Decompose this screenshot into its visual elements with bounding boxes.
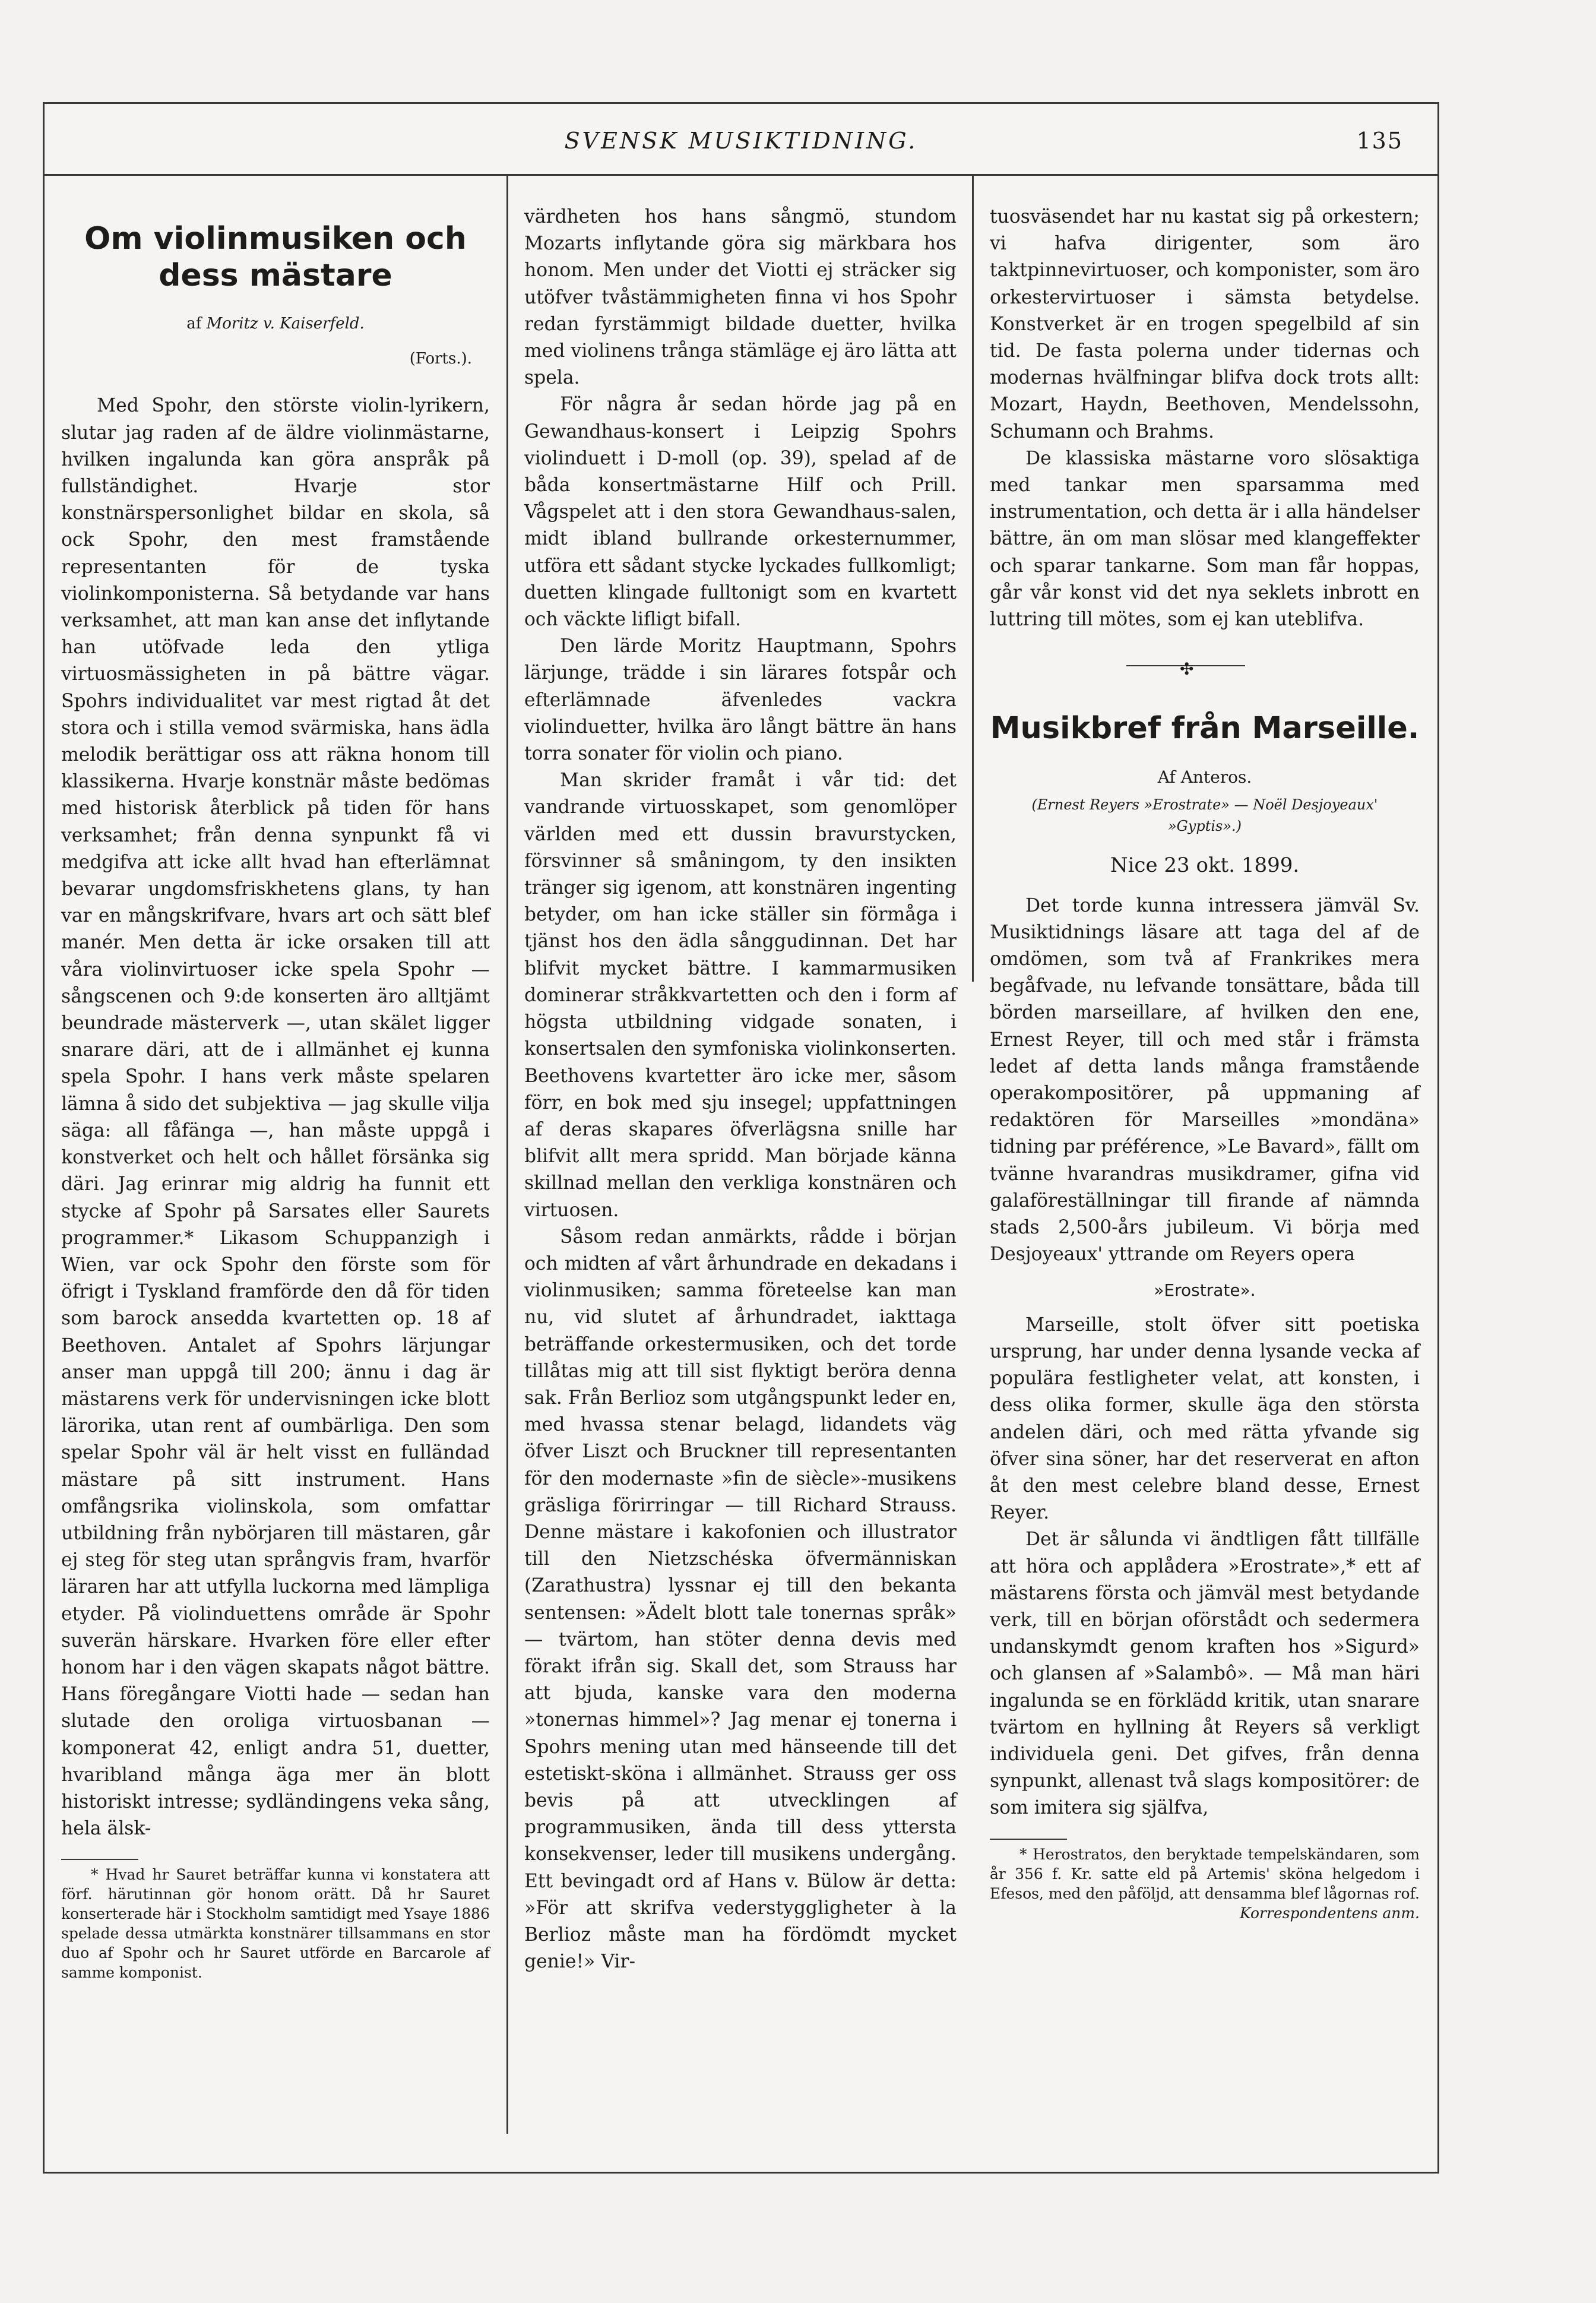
- paragraph: Det är sålunda vi ändtligen fått tillfälle att höra och applådera »Erostrate»,* ett af mästarens första och jämväl mest betydande verk, till en början oförstådt och sedermera undanskymdt genom kraften hos »Sigurd» och glansen af »Salambô». — Må man häri ingalunda se en förklädd kritik, utan snarare tvärtom en hyllning åt Reyers så verkligt individuela geni. Det gifves, från denna synpunkt, allenast två slags kompositörer: de som imitera sig själfva,: [990, 1529, 1420, 1819]
- journal-page: [43, 102, 1439, 2174]
- column-1: [61, 204, 490, 1982]
- section-divider: [990, 651, 1420, 687]
- footnote-rule: [61, 1859, 138, 1860]
- article-title: Musikbref från Marseille.: [990, 711, 1420, 746]
- paragraph: Man skrider framåt i vår tid: det vandrande virtuosskapet, som genomlöper världen med ett dussin bravurstycken, försvinner så småningom, ty den insikten tränger sig igenom, att konstnären ingenting betyder, om han icke ställer sin förmåga i tjänst hos den ädla sånggudinnan. Det har blifvit mycket bättre. I kammarmusiken dominerar stråkkvartetten och den i form af högsta utbildning vidgade sonaten, i konsertsalen den symfoniska violinkonserten. Beethovens kvartetter äro icke mer, såsom förr, en bok med sju insegel; uppfattningen af deras skapares öfverlägsna snille har blifvit allt mera spridd. Man började känna skillnad mellan den verkliga konstnären och virtuosen.: [524, 770, 957, 1221]
- byline-prefix: af: [186, 315, 202, 333]
- paragraph: Marseille, stolt öfver sitt poetiska ursprung, har under denna lysande vecka af populära festligheter velat, att konsten, i dess olika former, skulle äga den största andelen däri, och med rätta yfvande sig öfver sina söner, har det reserverat en afton åt den mest celebre bland desse, Ernest Reyer.: [990, 1314, 1420, 1524]
- footnote-signature: Korrespondentens anm.: [1239, 1904, 1420, 1922]
- paragraph: tuosväsendet har nu kastat sig på orkestern; vi hafva dirigenter, som äro taktpinnevirtuoser, och komponister, som äro orkestervirtuoser i sämsta betydelse. Konstverket är en trogen spegelbild af sin tid. De fasta polerna under tidernas och modernas hvälfningar blifva dock trots allt: Mozart, Haydn, Beethoven, Mendelssohn, Schumann och Brahms.: [990, 206, 1420, 442]
- article-byline: [61, 311, 490, 337]
- footnote-rule: [990, 1839, 1067, 1840]
- column-rule-1: [506, 174, 508, 2134]
- page-number: 135: [1356, 128, 1403, 154]
- footnote: * Herostratos, den beryktade tempelskändaren, som år 356 f. Kr. satte eld på Artemis' sköna helgedom i Efesos, med den påföljd, att densamma blef lågornas rof.: [990, 1845, 1420, 1902]
- byline-author: Moritz v. Kaiserfeld.: [206, 315, 365, 333]
- paragraph: Såsom redan anmärkts, rådde i början och midten af vårt århundrade en dekadans i violinmusiken; samma företeelse kan man nu, vid slutet af århundradet, iakttaga beträffande orkestermusiken, och det torde tillåtas mig att till sist flyktigt beröra denna sak. Från Berlioz som utgångspunkt leder en, med hvassa stenar belagd, lidandets väg öfver Liszt och Bruckner till representanten för den modernaste »fin de siècle»-musikens gräsliga förirringar — till Richard Strauss. Denne mästare i kakofonien och illustrator till den Nietzschéska öfvermänniskan (Zarathustra) lyssnar ej till den bekanta sentensen: »Ädelt blott tale tonernas språk» — tvärtom, han stöter denna devis med förakt ifrån sig. Skall det, som Strauss har att bjuda, kanske vara den moderna »tonernas himmel»? Jag menar ej tonerna i Spohrs mening utan med hänseende till det estetiskt-sköna i allmänhet. Strauss ger oss bevis på att utvecklingen af programmusiken, ända till dess yttersta konsekvenser, leder till musikens undergång. Ett bevingadt ord af Hans v. Bülow är detta: »För att skrifva vederstyggligheter à la Berlioz måste man ha fördömdt mycket genie!» Vir-: [524, 1226, 957, 1973]
- article-title: Om violinmusiken och dess mästare: [84, 221, 467, 293]
- dateline: Nice 23 okt. 1899.: [1110, 853, 1300, 878]
- article-byline: Af Anteros.: [1157, 767, 1252, 787]
- section-heading: »Erostrate».: [1154, 1280, 1256, 1300]
- paragraph: För några år sedan hörde jag på en Gewandhaus-konsert i Leipzig Spohrs violinduett i D-moll (op. 39), spelad af de båda konsertmästarne Hilf och Prill. Vågspelet att i den stora Gewandhaus-salen, midt ibland bullrande orkesternummer, utföra ett sådant stycke lyckades fullkomligt; duetten klingade fulltonigt som en kvartett och väckte lifligt bifall.: [524, 394, 957, 631]
- paragraph: Den lärde Moritz Hauptmann, Spohrs lärjunge, trädde i sin lärares fotspår och efterlämnade äfvenledes vackra violinduetter, hvilka äro långt bättre än hans torra sonater för violin och piano.: [524, 635, 957, 765]
- article-subtitle: (Ernest Reyers »Erostrate» — Noël Desjoyeaux' »Gyptis».): [1031, 796, 1378, 835]
- column-2: [524, 204, 957, 1975]
- ornament-icon: ✣: [1180, 659, 1194, 679]
- header-rule: [45, 174, 1437, 176]
- paragraph: Det torde kunna intressera jämväl Sv. Musiktidnings läsare att taga del af de omdömen, som två af Frankrikes mera begåfvade, nu lefvande tonsättare, båda till börden marseillare, af hvilken den ene, Ernest Reyer, till och med står i främsta ledet af detta lands många framstående operakompositörer, på uppmaning af redaktören för Marseilles »mondäna» tidning par préférence, »Le Bavard», fällt om tvänne hvarandras musikdramer, gifna vid galaföreställningar till firande af nämnda stads 2,500-års jubileum. Vi börja med Desjoyeaux' yttrande om Reyers opera: [990, 894, 1420, 1266]
- column-3: [990, 204, 1420, 1923]
- running-title: SVENSK MUSIKTIDNING.: [564, 128, 918, 154]
- paragraph: Med Spohr, den störste violin-lyrikern, slutar jag raden af de äldre violinmästarne, hvilken ingalunda kan göra anspråk på fullständighet. Hvarje stor konstnärspersonlighet bildar en skola, så ock Spohr, den mest framstående representanten för de tyska violinkomponisterna. Så betydande var hans verksamhet, att man kan anse det inflytande han utöfvade leda den ytliga virtuosmässigheten in på bättre vägar. Spohrs individualitet var mest rigtad åt det stora och i stilla vemod svärmiska, hans ädla melodik berättigar oss att räkna honom till klassikerna. Hvarje konstnär måste bedömas med historisk återblick på tiden för hans verksamhet; från denna synpunkt få vi medgifva att icke allt hvad han efterlämnat bevarar ungdomsfriskhetens glans, ty han var en mångskrifvare, hvars art och sätt blef manér. Men detta är icke orsaken till att våra violinvirtuoser icke spela Spohr — sångscenen och 9:de konserten äro alltjämt beundrade mästerverk —, utan skälet ligger snarare däri, att de i allmänhet ej kunna spela Spohr. I hans verk måste spelaren lämna å sido det subjektiva — jag skulle vilja säga: all fåfänga —, han måste uppgå i konstverket och helt och hållet försänka sig däri. Jag erinrar mig aldrig ha funnit ett stycke af Spohr på Sarsates eller Saurets programmer.* Likasom Schuppanzigh i Wien, var ock Spohr den förste som för öfrigt i Tyskland framförde den då för tiden som barock ansedda kvartetten op. 18 af Beethoven. Antalet af Spohrs lärjungar anser man uppgå till 200; ännu i dag är mästarens verk för undervisningen icke blott lärorika, utan rent af oumbärliga. Den som spelar Spohr väl är helt visst en fulländad mästare på sitt instrument. Hans omfångsrika violinskola, som omfattar utbildning från nybörjaren till mästaren, går ej steg för steg utan språngvis fram, hvarför läraren har att utfylla luckorna med lämpliga etyder. På violinduettens område är Spohr suverän härskare. Hvarken före eller efter honom har i den vägen skapats något bättre. Hans föregångare Viotti hade — sedan han slutade den oroliga virtuosbanan — komponerat 42, enligt andra 51, duetter, hvaribland många äga mer än blott historiskt intresse; sydländingens veka sång, hela älsk-: [61, 395, 490, 1840]
- paragraph: värdheten hos hans sångmö, stundom Mozarts inflytande göra sig märkbara hos honom. Men under det Viotti ej sträcker sig utöfver tvåstämmigheten finna vi hos Spohr redan fyrstämmigt bildade duetter, hvilka med violinens trånga stämläge ej äro lätta att spela.: [524, 206, 957, 389]
- paragraph: De klassiska mästarne voro slösaktiga med tankar men sparsamma med instrumentation, och detta är i alla händelser bättre, än om man slösar med klangeffekter och sparar tankarne. Som man får hoppas, går vår konst vid det nya seklets inbrott en luttring till mötes, som ej kan uteblifva.: [990, 447, 1420, 631]
- column-rule-2: [972, 174, 974, 982]
- footnote: * Hvad hr Sauret beträffar kunna vi konstatera att förf. härutinnan gör honom orätt. Då hr Sauret konserterade här i Stockholm samtidigt med Ysaye 1886 spelade dessa utmärkta konstnärer tillsammans en stor duo af Spohr och hr Sauret utförde en Barcarole af samme komponist.: [61, 1866, 490, 1982]
- continued-marker: (Forts.).: [409, 350, 472, 368]
